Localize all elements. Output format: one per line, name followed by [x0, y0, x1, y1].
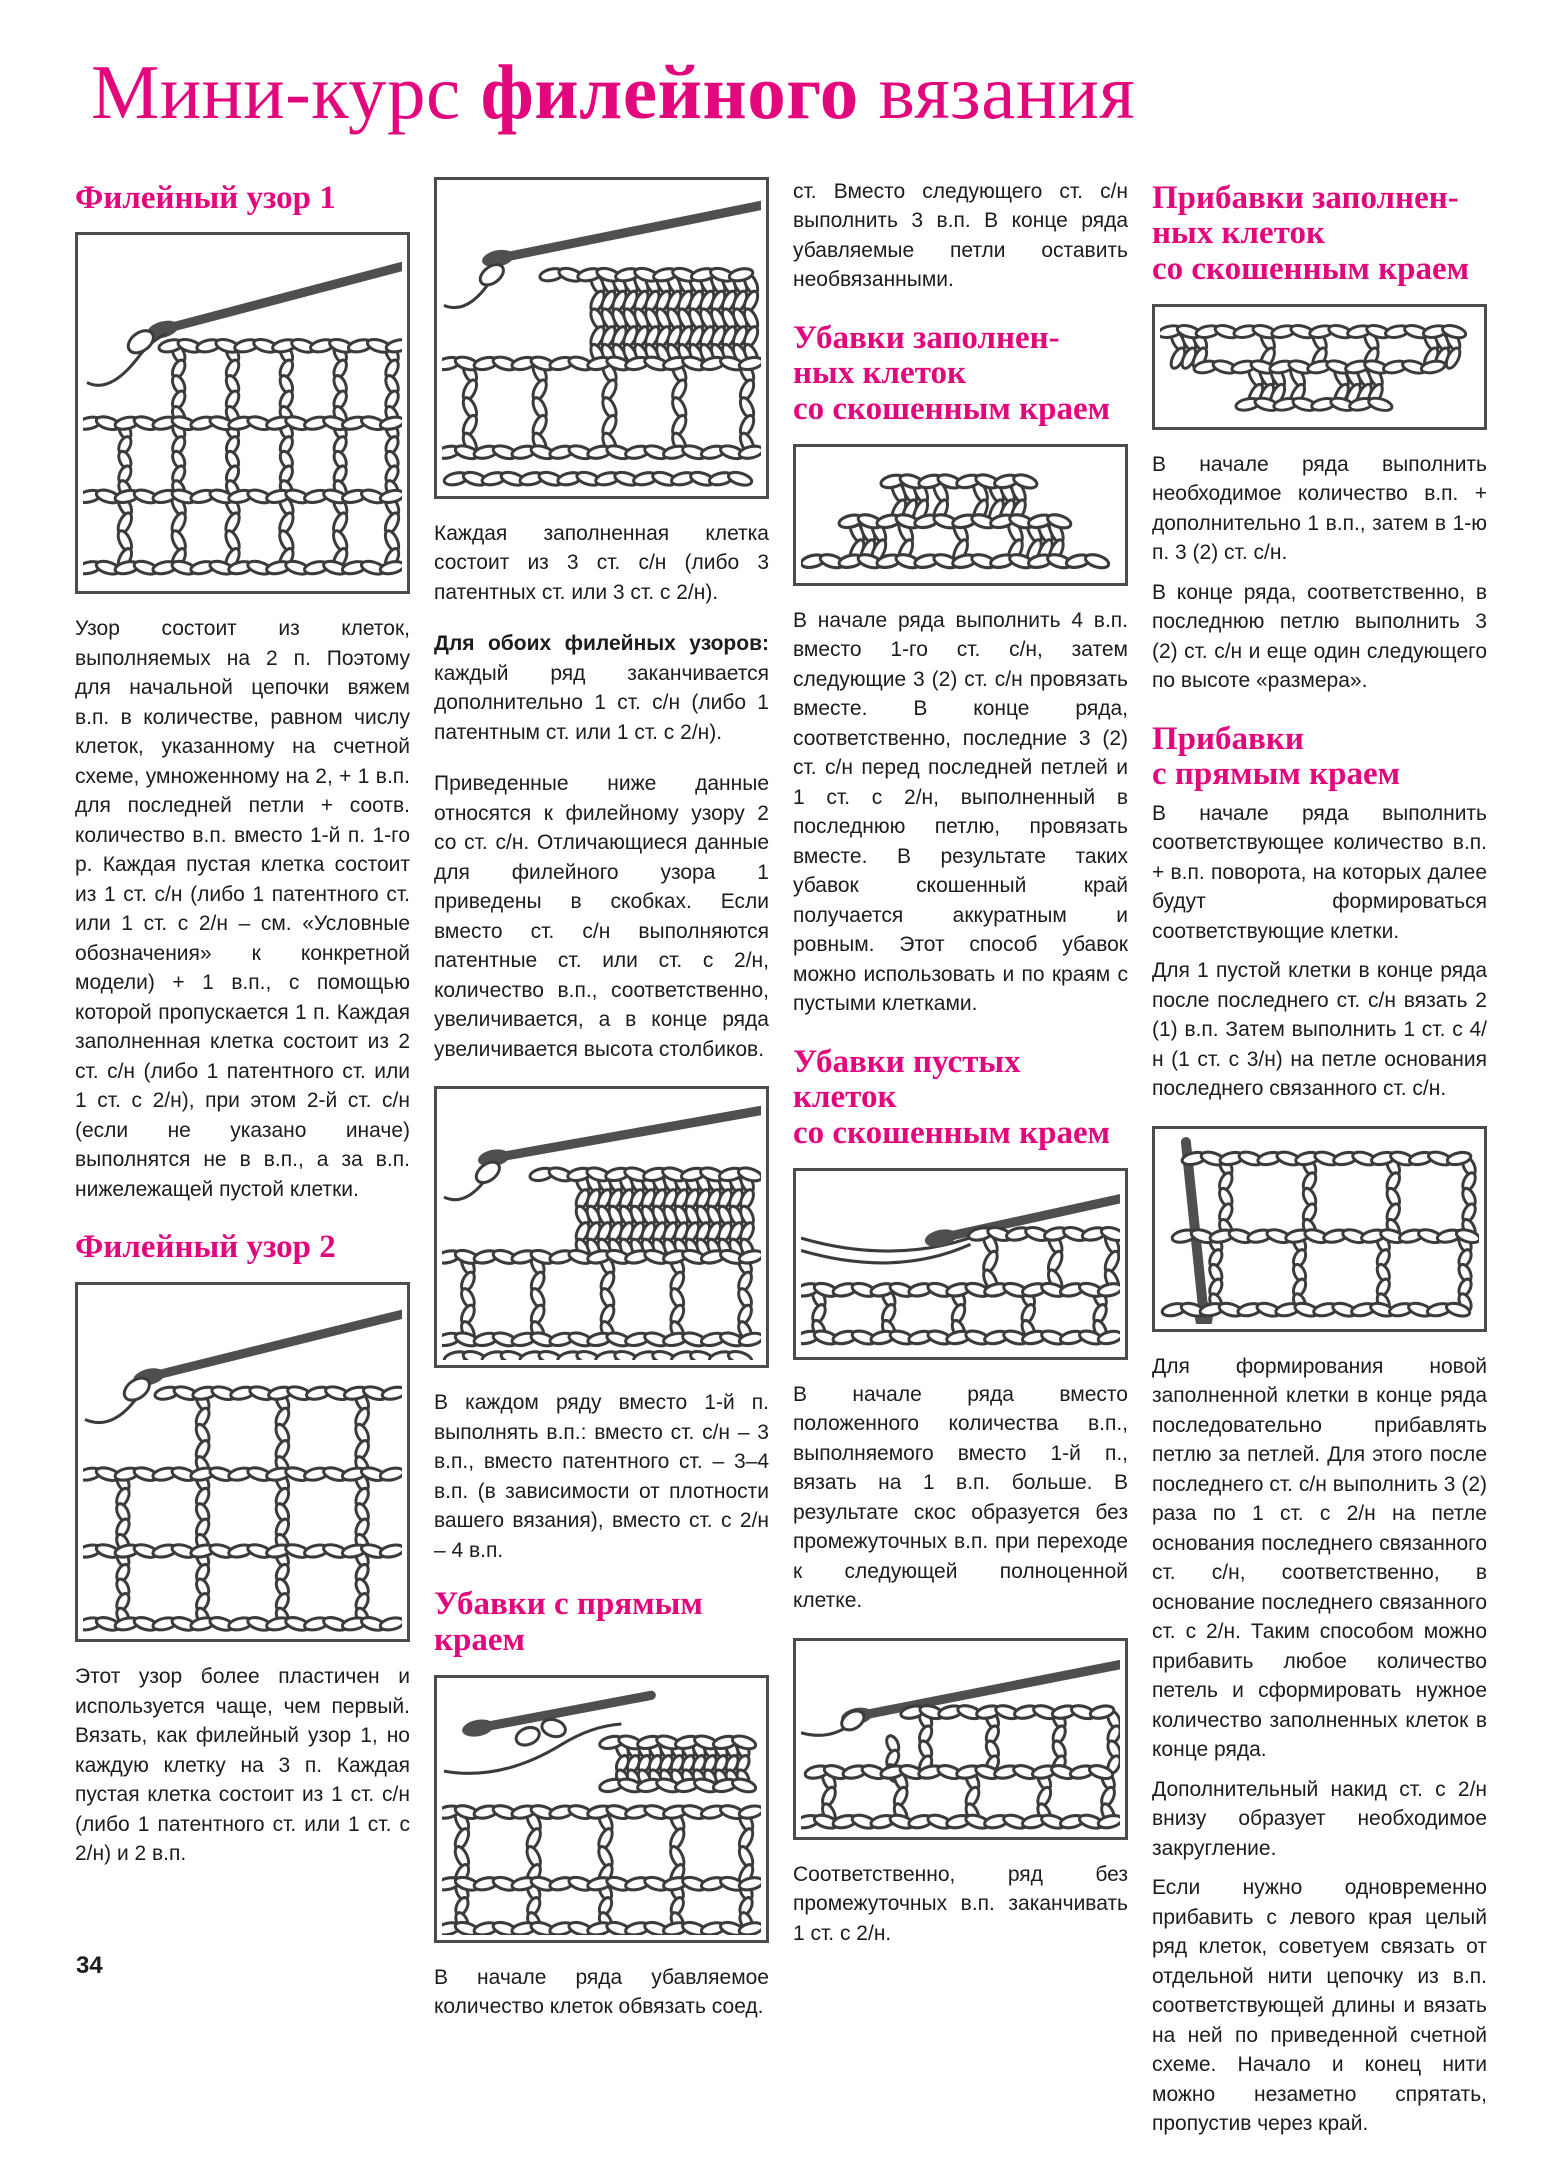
column-2 [434, 177, 769, 2161]
heading-line: краем [434, 1621, 525, 1658]
crochet-illustration [83, 1290, 402, 1634]
crochet-diagram-filet-pattern-2 [75, 1282, 410, 1642]
heading-increase-straight-edge [1152, 722, 1487, 793]
heading-filet-pattern-2: Филейный узор 2 [75, 1229, 336, 1266]
paragraph-decrease-empty-start: В начале ряда вместо положенного количества в.п., выполняемого вместо 1-й п., вязать на 1 в.п. больше. В результате скос образуется без промежуточных в.п. при переходе к следующей полноценной клетке. [793, 1382, 1128, 1613]
heading-line: со скошенным краем [793, 1114, 1111, 1151]
title-prefix: Мини-курс [91, 49, 481, 135]
heading-line: со скошенным краем [1152, 251, 1470, 288]
paragraph-increase-straight-a: В начале ряда выполнить соответствующее количество в.п. + в.п. поворота, на которых далее будут формироваться соответствующие клетки. [1152, 801, 1487, 943]
crochet-illustration [801, 1646, 1120, 1832]
paragraph-filet-pattern-1: Узор состоит из клеток, выполняемых на 2 п. Поэтому для начальной цепочки вяжем в.п. в количестве, равном числу клеток, указанному на счетной схеме, умноженному на 2, + 1 в.п. для последней петли + соотв. количество в.п. вместо 1-й п. 1-го р. Каждая пустая клетка состоит из 1 ст. с/н (либо 1 патентного ст. или 1 ст. с 2/н – см. «Условные обозначения» к конкретной модели) + 1 в.п., с помощью которой пропускается 1 п. Каждая заполненная клетка состоит из 2 ст. с/н (либо 1 патентного ст. или 1 ст. с 2/н), при этом 2-й ст. с/н (если не указано иначе) выполнятся не в в.п., а за в.п. нижележащей пустой клетки. [75, 617, 410, 1201]
paragraph-lead-bold: Для обоих филейных узоров: [434, 632, 769, 656]
crochet-illustration [1160, 312, 1479, 422]
paragraph-both-patterns [434, 629, 769, 747]
crochet-diagram-filet-pattern-1 [75, 232, 410, 594]
paragraph-decrease-straight: В начале ряда убавляемое количество клеток обвязать соед. [434, 1965, 769, 2019]
crochet-illustration [801, 1176, 1120, 1352]
heading-decrease-filled-slanted [793, 321, 1128, 428]
heading-line: Убавки пустых [793, 1043, 1021, 1080]
heading-line: с прямым краем [1152, 756, 1401, 793]
title-bold: филейного [480, 49, 859, 135]
crochet-illustration [442, 185, 761, 491]
paragraph-increase-filled-a: В начале ряда выполнить необходимое количество в.п. + дополнительно 1 в.п., затем в 1-ю п. 3 (2) ст. с/н. [1152, 452, 1487, 565]
page-number: 34 [76, 1952, 103, 1979]
title-suffix: вязания [858, 49, 1136, 135]
crochet-illustration [801, 452, 1120, 578]
paragraph-decrease-straight-cont: ст. Вместо следующего ст. с/н выполнить 3 в.п. В конце ряда убавляемые петли оставить необвязанными. [793, 179, 1128, 292]
crochet-diagram-decrease-straight [434, 1675, 769, 1943]
crochet-illustration [442, 1094, 761, 1360]
heading-line: Прибавки заполнен- [1152, 179, 1459, 216]
paragraph-filet-pattern-2: Этот узор более пластичен и используется чаще, чем первый. Вязать, как филейный узор 1, но каждую клетку на 3 п. Каждая пустая клетка состоит из 1 ст. с/н (либо 1 патентного ст. или 1 ст. с 2/н) и 2 в.п. [75, 1665, 410, 1866]
heading-decrease-straight-edge [434, 1587, 769, 1658]
paragraph-decrease-filled-slanted: В начале ряда выполнить 4 в.п. вместо 1-го ст. с/н, затем следующие 3 (2) ст. с/н провязать вместе. В конце ряда, соответственно, последние 3 (2) ст. с/н перед последней петлей и 1 ст. с 2/н, выполненный в последнюю петлю, провязать вместе. В результате таких убавок скошенный край получается аккуратным и ровным. Этот способ убавок можно использовать и по краям с пустыми клетками. [793, 608, 1128, 1016]
crochet-illustration [83, 240, 402, 586]
crochet-diagram-decrease-empty-start [793, 1168, 1128, 1360]
crochet-diagram-increase-filled-slanted [1152, 304, 1487, 430]
paragraph-lead-rest: каждый ряд заканчивается дополнительно 1 ст. с/н (либо 1 патентным ст. или 1 ст. с 2/н). [434, 661, 769, 744]
paragraph-filled-cell-caption: Каждая заполненная клетка состоит из 3 ст. с/н (либо 3 патентных ст. или 3 ст. с 2/н). [434, 521, 769, 604]
heading-line: ных клеток [793, 355, 966, 392]
crochet-diagram-increase-end-of-row [1152, 1126, 1487, 1332]
columns [75, 177, 1487, 2161]
paragraph-increase-end-b: Дополнительный накид ст. с 2/н внизу образует необходимое закругление. [1152, 1777, 1487, 1860]
heading-line: Убавки с прямым [434, 1586, 703, 1623]
paragraph-increase-end-a: Для формирования новой заполненной клетки в конце ряда последовательно прибавлять петлю за петлей. Для этого после последнего ст. с/н выполнить 3 (2) раза по 1 ст. с 2/н на петле основания последнего связанного ст. с/н, соответственно, в основание последнего связанного ст. с 2/н. Таким способом можно прибавить любое количество петель и сформировать нужное количество заполненных клеток в конце ряда. [1152, 1354, 1487, 1762]
heading-decrease-empty-slanted [793, 1045, 1128, 1152]
paragraph-row-start: В каждом ряду вместо 1-й п. выполнять в.п.: вместо ст. с/н – 3 в.п., вместо патентного ст. – 3–4 в.п. (в зависимости от плотности вашего вязания), вместо ст. с 2/н – 4 в.п. [434, 1391, 769, 1562]
heading-line: Прибавки [1152, 720, 1304, 757]
paragraph-increase-end-c: Если нужно одновременно прибавить с левого края целый ряд клеток, советуем связать от отдельной нити цепочку из в.п. соответствующей длины и вязать на ней по приведенной счетной схеме. Начало и конец нити можно незаметно спрятать, пропустив через край. [1152, 1876, 1487, 2136]
paragraph-data-note: Приведенные ниже данные относятся к филейному узору 2 со ст. с/н. Отличающиеся данные для филейного узора 1 приведены в скобках. Если вместо ст. с/н выполняются патентные ст. или ст. с 2/н, количество в.п., соответственно, увеличивается, а в конце ряда увеличивается высота столбиков. [434, 772, 769, 1061]
crochet-illustration [442, 1683, 761, 1935]
heading-filet-pattern-1: Филейный узор 1 [75, 179, 336, 216]
column-3 [793, 177, 1128, 2161]
paragraph-increase-straight-b: Для 1 пустой клетки в конце ряда после последнего ст. с/н вязать 2 (1) в.п. Затем выполнить 1 ст. с 4/н (1 ст. с 3/н) на петле основания последнего связанного ст. с/н. [1152, 959, 1487, 1101]
crochet-diagram-decrease-empty-end [793, 1638, 1128, 1840]
paragraph-increase-filled-b: В конце ряда, соответственно, в последнюю петлю выполнить 3 (2) ст. с/н и еще один следующего по высоте «размера». [1152, 580, 1487, 693]
crochet-diagram-decrease-filled-slanted [793, 444, 1128, 586]
heading-increase-filled-slanted [1152, 181, 1487, 288]
paragraph-decrease-empty-end: Соответственно, ряд без промежуточных в.п. заканчивать 1 ст. с 2/н. [793, 1862, 1128, 1945]
crochet-diagram-filled-cells [434, 177, 769, 499]
crochet-illustration [1160, 1134, 1479, 1324]
heading-line: со скошенным краем [793, 391, 1111, 428]
page-title [91, 49, 1487, 135]
column-4 [1152, 177, 1487, 2161]
heading-line: клеток [793, 1079, 897, 1116]
crochet-diagram-row-start [434, 1086, 769, 1368]
column-1 [75, 177, 410, 2161]
heading-line: Убавки заполнен- [793, 319, 1060, 356]
heading-line: ных клеток [1152, 215, 1325, 252]
